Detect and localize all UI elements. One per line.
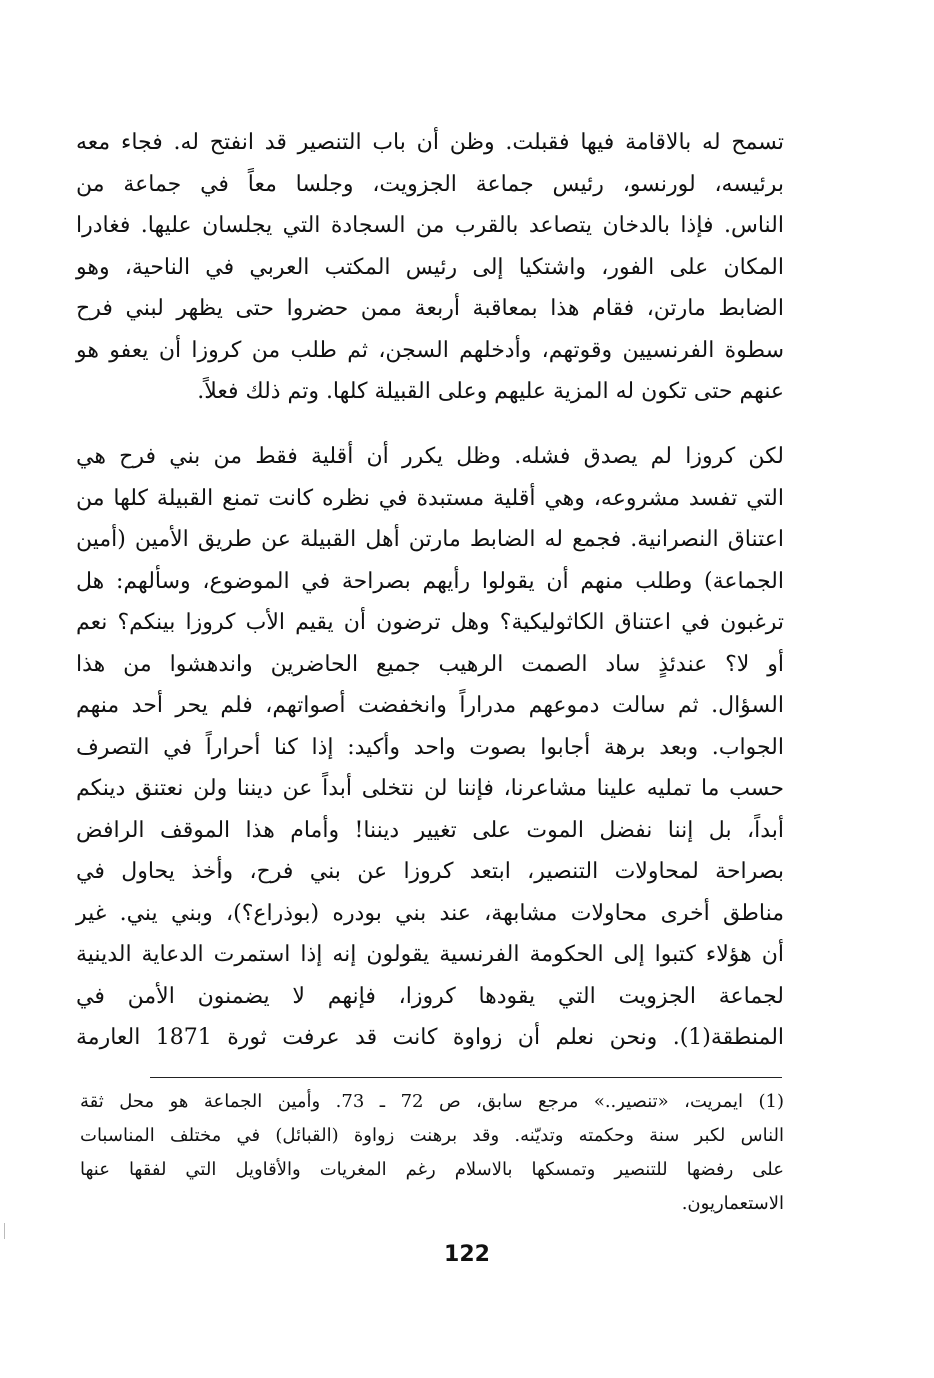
text-line: الناس. فإذا بالدخان يتصاعد بالقرب من السجادة التي يجلسان عليها. فغادرا xyxy=(76,213,784,238)
text-line: تسمح له بالاقامة فيها فقبلت. وظن أن باب التنصير قد انفتح له. فجاء معه xyxy=(76,130,784,155)
footnote-line: على رفضها للتنصير وتمسكها بالاسلام رغم المغريات والأقاويل التي لفقها عنها xyxy=(80,1159,784,1180)
text-line: التي تفسد مشروعه، وهي أقلية مستبدة في نظره كانت تمنع القبيلة كلها من xyxy=(76,485,784,511)
text-line: أو لا؟ عندئذٍ ساد الصمت الرهيب جميع الحاضرين واندهشوا من هذا xyxy=(76,651,784,677)
text-line: لجماعة الجزويت التي يقودها كروزا، فإنهم لا يضمنون الأمن في xyxy=(76,983,784,1009)
text-line: بصراحة لمحاولات التنصير، ابتعد كروزا عن بني فرح، وأخذ يحاول في xyxy=(76,859,784,884)
text-line: المنطقة(1). ونحن نعلم أن زواوة كانت قد عرفت ثورة 1871 العارمة xyxy=(76,1025,785,1050)
text-line: سطوة الفرنسيين وقوتهم، وأدخلهم السجن، ثم طلب من كروزا أن يعفو هو xyxy=(76,337,784,363)
footnote-line: (1) ايمريت، «تنصير..» مرجع سابق، ص 72 ـ 73. وأمين الجماعة هو محل ثقة xyxy=(80,1091,784,1112)
footnote-divider xyxy=(150,1077,782,1078)
text-line: اعتناق النصرانية. فجمع له الضابط مارتن أهل القبيلة عن طريق الأمين (أمين xyxy=(76,527,784,552)
text-line: عنهم حتى تكون له المزية عليهم وعلى القبيلة كلها. وتم ذلك فعلاً. xyxy=(197,379,784,404)
text-line: الضابط مارتن، فقام هذا بمعاقبة أربعة ممن حضروا حتى يظهر لبني فرح xyxy=(76,296,784,321)
text-line: حسب ما تمليه علينا مشاعرنا، فإننا لن نتخلى أبداً عن ديننا ولن نعتنق دينكم xyxy=(76,776,784,801)
text-line: أن هؤلاء كتبوا إلى الحكومة الفرنسية يقولون إنه إذا استمرت الدعاية الدينية xyxy=(76,942,785,967)
text-line: الجواب. وبعد برهة أجابوا بصوت واحد وأكيد: إذا كنا أحراراً في التصرف xyxy=(76,734,784,760)
footnote-line: الاستعماريون. xyxy=(681,1193,784,1214)
text-line: أبداً، بل إننا نفضل الموت على تغيير ديننا! وأمام هذا الموقف الرافض xyxy=(76,817,784,843)
page-number: 122 xyxy=(444,1242,490,1267)
footnote-line: الناس لكبر سنة وحكمته وتديّنه. وقد برهنت زواوة (القبائل) في مختلف المناسبات xyxy=(80,1125,784,1146)
text-line: مناطق أخرى محاولات مشابهة، عند بني بودره (بوذراع؟)، وبني يني. غير xyxy=(76,900,784,926)
paragraph-2 xyxy=(76,436,784,1059)
text-line: المكان على الفور، واشتكيا إلى رئيس المكتب العربي في الناحية، وهو xyxy=(76,254,784,280)
text-line: الجماعة) وطلب منهم أن يقولوا رأيهم بصراحة في الموضوع، وسألهم: هل xyxy=(76,568,784,594)
paragraph-1 xyxy=(76,122,784,413)
text-line: ترغبون في اعتناق الكاثوليكية؟ وهل ترضون أن يقيم الأب كروزا بينكم؟ نعم xyxy=(76,610,784,635)
text-line: السؤال. ثم سالت دموعهم مدراراً وانخفضت أصواتهم، فلم يحر أحد منهم xyxy=(76,693,784,718)
text-line: برئيسه، لورنسو، رئيس جماعة الجزويت، وجلسا معاً في جماعة من xyxy=(76,171,784,197)
footnote-1 xyxy=(80,1085,784,1221)
text-line: لكن كروزا لم يصدق فشله. وظل يكرر أن أقلية فقط من بني فرح هي xyxy=(76,444,784,469)
scan-artifact xyxy=(4,1223,5,1239)
